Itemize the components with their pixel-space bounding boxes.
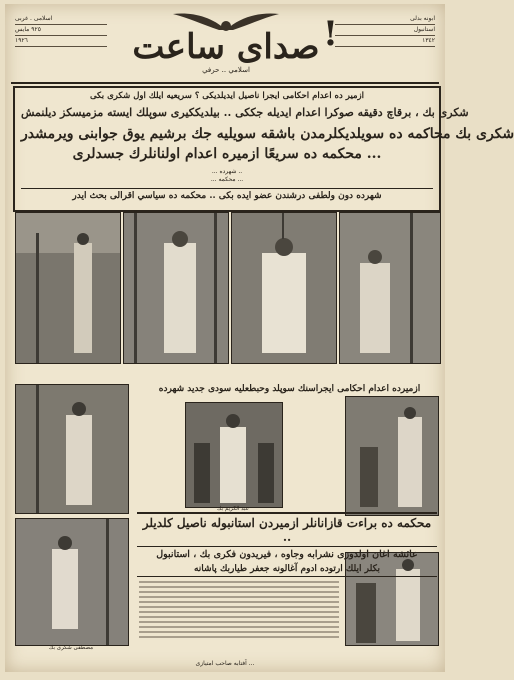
masthead-left-line: اسلامى . غربى bbox=[15, 14, 107, 25]
headline-small-line: ... شهرده .. bbox=[211, 168, 243, 175]
photo bbox=[123, 212, 229, 364]
paper-title: صداى ساعت bbox=[132, 27, 320, 67]
newspaper-page bbox=[5, 4, 514, 672]
masthead-right-info bbox=[335, 14, 435, 47]
headline-small-line: ... محكمه ... bbox=[210, 176, 244, 183]
photo bbox=[339, 212, 441, 364]
photo bbox=[15, 518, 129, 646]
headline-line: محكمه ده سريعًا ازميره اعدام اولنانلرك جسدلرى ... bbox=[72, 146, 382, 162]
footer-note: آفتابه صاحب امتيازى ... bbox=[195, 660, 255, 667]
photo-image bbox=[124, 213, 228, 363]
masthead-right-line: ابونه بدلى bbox=[335, 14, 435, 25]
headline-line: شهرده دون ولطفى درشندن عضو ايده بكى .. محكمه ده سياسي اقرالى بحث ايدر bbox=[21, 188, 433, 201]
masthead-left-line: ١٩٢٦ bbox=[15, 36, 107, 47]
court-headline: محكمه ده براءت قازانانلر ازميردن استانبوله ناصيل كلديلر .. bbox=[137, 512, 437, 547]
headline-line: ازمير ده اعدام احكامى ايجرا ناصيل ايديلديكى ؟ سريعيه ايلك اول شكرى بكى bbox=[89, 91, 365, 101]
photo-image bbox=[346, 397, 438, 515]
photo-image bbox=[232, 213, 336, 363]
exclamation-mark-icon: ! bbox=[323, 14, 338, 54]
masthead-left-line: ٩٢٥ مايس bbox=[15, 25, 107, 36]
photo bbox=[15, 212, 121, 364]
masthead-right-line: استانبول bbox=[335, 25, 435, 36]
photo-image bbox=[16, 213, 120, 363]
photo-image bbox=[16, 519, 128, 645]
court-subheadline: بكلر ايلك ارتوده ادوم آغالونه جعفر طياربك پاشانه bbox=[137, 562, 437, 577]
masthead-left-info bbox=[15, 14, 107, 47]
photo-image bbox=[186, 403, 282, 507]
paper-subtitle: اسلامي .. حرفي bbox=[202, 66, 250, 74]
photo bbox=[15, 384, 129, 514]
paper-title-block bbox=[121, 10, 331, 80]
headline-main: شكرى بك محاكمه ده سويلديكلرمدن باشقه سويليه جك برشيم يوق جوابنى ويرمشدر bbox=[21, 126, 514, 142]
photo-caption: مصطفى شكرى بك bbox=[48, 645, 94, 651]
court-subheadline: عائشه اغان اولدوزى نشرابه وجاوه ، فيريدون فكرى بك ، استانبول bbox=[156, 549, 418, 560]
photo bbox=[185, 402, 283, 508]
photo bbox=[231, 212, 337, 364]
masthead-right-line: ١٣٤٢ bbox=[335, 36, 435, 47]
court-headline-block bbox=[137, 512, 437, 572]
photo-image bbox=[340, 213, 440, 363]
headline-line: شكرى بك ، برقاچ دقيقه صوكرا اعدام ايديله جككى .. بيلديككيرى سوپلك ايسته مزميسكز ديلنمش bbox=[21, 106, 469, 119]
masthead bbox=[11, 10, 439, 84]
article-body bbox=[139, 578, 339, 648]
photo-caption: عبد الكريم بك bbox=[217, 506, 249, 512]
photo bbox=[345, 396, 439, 516]
headline-box bbox=[13, 86, 514, 212]
photo-image bbox=[16, 385, 128, 513]
section-headline: ازميرده اعدام احكامى ايجراسنك سوپلد وحبطعليه سودى جديد شهرده bbox=[158, 384, 421, 394]
